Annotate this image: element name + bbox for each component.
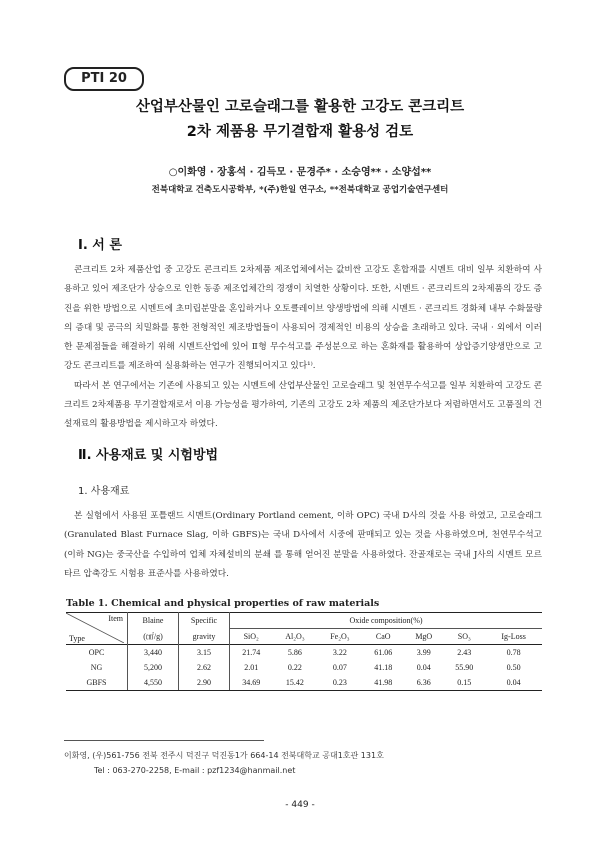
section1-paragraph: 콘크리트 2차 제품산업 중 고강도 콘크리트 2차제품 제조업체에서는 값비싼 고강도 혼합재를 시멘트 대비 일부 치환하여 사용하고 있어 제조단가 상승으로 인한 동종 제조업체간의 경쟁이 치열한 상황이다. 또한, 시멘트 · 콘크리트의 2차제품의 강도 증진을 위한 방법으로 시멘트에 초미립분말을 혼입하거나 오토클레이브 양생방법에 의해 시멘트 · 콘크리트 경화체 내부 수화물량의 증대 및 공극의 치밀화를 통한 전형적인 제조방법들이 사용되어 경제적인 비용의 상승을 초래하고 있다. 국내 · 외에서 이러한 문제점들을 해결하기 위해 시멘트산업에 있어 Ⅱ형 무수석고를 주성분으로 하는 혼화재를 활용하여 상압증기양생만으로 고강도 콘크리트를 제조하여 실용화하는 연구가 진행되어지고 있다¹⁾. [64, 265, 542, 372]
oxide-cell: 0.22 [287, 663, 302, 672]
oxide-cell: 0.78 [485, 645, 542, 661]
oxide-cell: 0.07 [332, 663, 347, 672]
oxide-cell: 2.01 [244, 663, 259, 672]
gravity-header: gravity [179, 629, 230, 645]
oxide-column-header: SO₃ [457, 632, 471, 641]
blaine-cell: 3,440 [128, 645, 179, 661]
oxide-cell: 3.22 [317, 645, 362, 661]
gravity-cell: 2.90 [179, 675, 230, 691]
blaine-unit: (㎠/g) [128, 629, 179, 645]
oxide-cell: 0.04 [485, 675, 542, 691]
section1-body [64, 261, 542, 435]
oxide-cell: 0.50 [506, 663, 521, 672]
oxide-column-header: Al₂O₃ [285, 632, 305, 641]
table-corner-cell [66, 613, 128, 645]
table-row [66, 660, 542, 675]
oxide-cell: 0.23 [317, 675, 362, 691]
oxide-column-header: CaO [375, 632, 391, 641]
subsection-heading: 1. 사용재료 [78, 486, 130, 497]
oxide-cell: 15.42 [272, 675, 317, 691]
oxide-column-header: MgO [415, 632, 433, 641]
table-caption: Table 1. Chemical and physical properties of raw materials [66, 598, 380, 609]
page-number: - 449 - [285, 800, 315, 810]
type-cell: NG [66, 660, 128, 675]
oxide-cell: 21.74 [230, 645, 273, 661]
oxide-cell: 34.69 [230, 675, 273, 691]
oxide-header: Oxide composition(%) [230, 613, 543, 629]
type-cell: OPC [66, 645, 128, 661]
gravity-cell: 3.15 [179, 645, 230, 661]
section1-paragraph: 따라서 본 연구에서는 기존에 사용되고 있는 시멘트에 산업부산물인 고로슬래그 및 천연무수석고를 일부 치환하여 고강도 콘크리트 2차제품용 무기결합재로서 이용 가능성을 평가하여, 기존의 고강도 2차 제품의 제조단가보다 저렴하면서도 고품질의 건설재료의 활용방법을 제시하고자 하였다. [64, 380, 542, 430]
author-list: ○이화영 · 장홍석 · 김득모 · 문경주* · 소승영** · 소양섭** [168, 167, 432, 178]
item-label: Item [108, 614, 123, 623]
oxide-cell: 3.99 [404, 645, 443, 661]
blaine-cell: 4,550 [128, 675, 179, 691]
oxide-cell: 0.04 [416, 663, 431, 672]
table-row [66, 645, 542, 661]
table-row [66, 675, 542, 691]
oxide-column-header: SiO₂ [243, 632, 259, 641]
footnote-divider [64, 740, 264, 741]
raw-materials-table [66, 612, 542, 691]
footnote-address: 이화영, (우)561-756 전북 전주시 덕진구 덕진동1가 664-14 전북대학교 공대1호관 131호 [64, 751, 384, 760]
specific-header: Specific [179, 613, 230, 629]
oxide-column-header: Fe₂O₃ [330, 632, 350, 641]
oxide-cell: 5.86 [272, 645, 317, 661]
type-cell: GBFS [66, 675, 128, 691]
blaine-cell: 5,200 [128, 660, 179, 675]
section2-body [64, 507, 542, 584]
blaine-header: Blaine [128, 613, 179, 629]
oxide-column-header: Ig-Loss [501, 632, 526, 641]
gravity-cell: 2.62 [179, 660, 230, 675]
oxide-cell: 2.43 [443, 645, 485, 661]
section1-heading: Ⅰ. 서 론 [78, 238, 122, 253]
section2-heading: Ⅱ. 사용재료 및 시험방법 [78, 448, 219, 463]
oxide-cell: 61.06 [362, 645, 404, 661]
affiliation: 전북대학교 건축도시공학부, *(주)한일 연구소, **전북대학교 공업기술연구센터 [151, 185, 449, 195]
paper-title-line1: 산업부산물인 고로슬래그를 활용한 고강도 콘크리트 [135, 99, 465, 115]
oxide-cell: 0.15 [443, 675, 485, 691]
section2-paragraph: 본 실험에서 사용된 포틀랜드 시멘트(Ordinary Portland cement, 이하 OPC) 국내 D사의 것을 사용 하였고, 고로슬래그(Granulated Blast Furnace Slag, 이하 GBFS)는 국내 D사에서 시중에 판매되고 있는 것을 사용하였으며, 천연무수석고(이하 NG)는 중국산을 수입하여 업체 자체설비의 분쇄 를 통해 얻어진 분말을 사용하였다. 잔골재로는 국내 J사의 시멘트 모르타르 압축강도 시험용 표준사를 사용하였다. [64, 511, 542, 579]
oxide-cell: 41.98 [362, 675, 404, 691]
oxide-cell: 41.18 [374, 663, 393, 672]
type-label: Type [69, 634, 85, 643]
paper-title-line2: 2차 제품용 무기결합재 활용성 검토 [186, 124, 414, 140]
oxide-cell: 55.90 [455, 663, 474, 672]
footnote-contact: Tel : 063-270-2258, E-mail : pzf1234@hanmail.net [94, 766, 296, 775]
session-badge: PTI 20 [64, 67, 144, 91]
oxide-cell: 6.36 [404, 675, 443, 691]
